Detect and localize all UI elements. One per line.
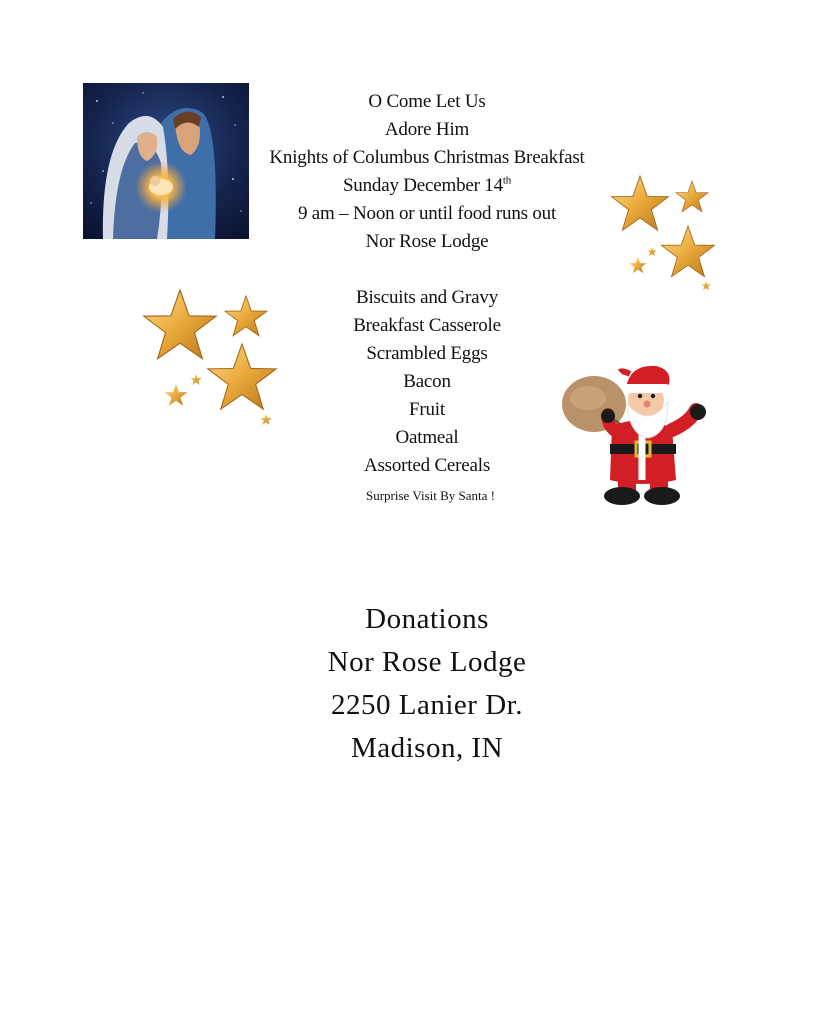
star-icon xyxy=(144,290,216,359)
star-icon xyxy=(208,344,276,409)
menu-item: Breakfast Casserole xyxy=(353,315,501,336)
star-icon xyxy=(190,374,201,385)
event-venue: Nor Rose Lodge xyxy=(365,231,489,252)
donations-heading: Donations xyxy=(365,603,489,635)
donations-street: 2250 Lanier Dr. xyxy=(331,689,523,721)
event-title: Knights of Columbus Christmas Breakfast xyxy=(269,147,585,168)
gold-stars-left xyxy=(138,284,283,434)
nativity-image xyxy=(83,83,249,239)
event-header xyxy=(250,88,604,256)
menu-list xyxy=(300,284,554,480)
menu-item: Bacon xyxy=(403,371,451,392)
header-line-2: Adore Him xyxy=(384,119,470,140)
menu-item: Scrambled Eggs xyxy=(366,343,488,364)
donations-city: Madison, IN xyxy=(350,732,504,764)
event-time: 9 am – Noon or until food runs out xyxy=(297,203,557,224)
santa-visit-note: Surprise Visit By Santa ! xyxy=(366,488,495,503)
event-date-main: Sunday December 14 xyxy=(342,175,503,196)
menu-item: Fruit xyxy=(409,399,445,420)
menu-item: Oatmeal xyxy=(395,427,459,448)
event-date xyxy=(250,172,604,200)
santa-claus-illustration xyxy=(560,362,718,510)
gold-stars-right xyxy=(606,170,726,295)
star-icon xyxy=(647,247,657,256)
star-icon xyxy=(260,414,271,425)
nativity-illustration xyxy=(83,83,249,239)
menu-item: Biscuits and Gravy xyxy=(355,287,499,308)
star-icon xyxy=(661,226,714,277)
star-icon xyxy=(629,257,646,273)
donations-name: Nor Rose Lodge xyxy=(327,646,527,678)
star-icon xyxy=(676,181,708,212)
star-icon xyxy=(165,384,188,406)
santa-image xyxy=(560,362,718,510)
menu-item: Assorted Cereals xyxy=(363,455,491,476)
star-icon xyxy=(701,281,711,290)
donations-block xyxy=(250,598,604,770)
star-icon xyxy=(612,176,669,230)
event-date-suffix: th xyxy=(502,174,512,187)
star-icon xyxy=(225,296,267,336)
header-line-1: O Come Let Us xyxy=(368,91,486,112)
